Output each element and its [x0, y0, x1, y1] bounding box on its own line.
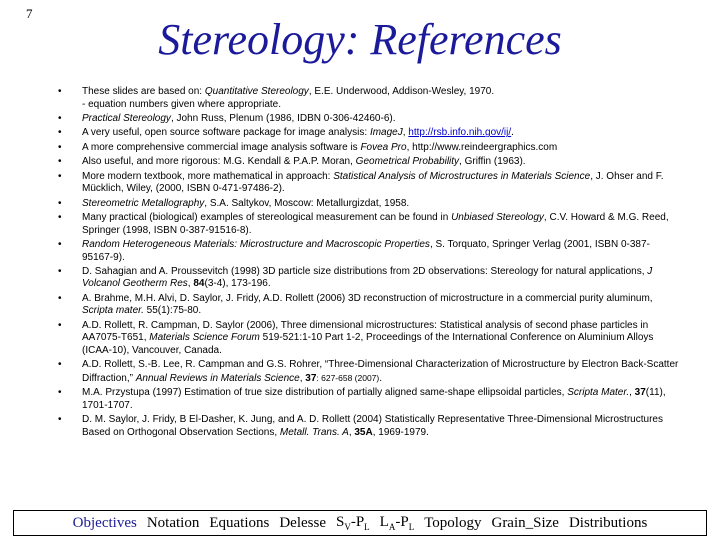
ref-note: - equation numbers given where appropriate.	[82, 98, 282, 110]
reference-list	[58, 86, 680, 441]
ref-book-title: Practical Stereology	[82, 112, 171, 124]
ref-book-title: Stereometric Metallography	[82, 197, 205, 209]
ref-software-name: ImageJ	[369, 127, 403, 139]
list-item	[58, 414, 680, 439]
nav-link-la-pl[interactable]	[380, 514, 415, 532]
ref-text: , 1969-1979.	[372, 427, 429, 438]
ref-volume: 35A	[354, 427, 373, 438]
ref-text: A. Brahme, M.H. Alvi, D. Saylor, J. Fridy, A.D. Rollett (2006) 3D reconstruction of microstructure in a commercial purity aluminum,	[82, 292, 653, 304]
ref-book-title: Statistical Analysis of Microstructures in Materials Science	[333, 170, 591, 182]
imagej-link[interactable]: http://rsb.info.nih.gov/ij/	[408, 127, 512, 139]
ref-text: More modern textbook, more mathematical in approach:	[82, 170, 334, 182]
nav-subscript: A	[388, 522, 396, 532]
ref-text: , J. Ohser and F. Mücklich, Wiley, (2000, ISBN 0-471-97486-2).	[82, 170, 664, 195]
nav-link-grain-size[interactable]: Grain_Size	[491, 514, 559, 531]
nav-text: S	[335, 514, 345, 530]
list-item	[58, 127, 680, 140]
ref-text: A more comprehensive commercial image analysis software is	[82, 141, 361, 153]
ref-book-title: Random Heterogeneous Materials: Microstructure and Macroscopic Properties	[82, 238, 430, 250]
list-item	[58, 239, 680, 264]
nav-text: L	[379, 514, 389, 530]
nav-link-notation[interactable]: Notation	[146, 514, 200, 531]
ref-text: 55(1):75-80.	[143, 305, 202, 317]
ref-text: , S. Torquato, Springer Verlag (2001, ISBN 0-387-95167-9).	[82, 238, 650, 263]
nav-link-topology[interactable]: Topology	[424, 514, 482, 531]
nav-text: -P	[395, 514, 409, 530]
slide-title: Stereology: References	[158, 15, 562, 64]
ref-text: 519-521:1-10 Part 1-2, Proceedings of the International Conference on Aluminium Alloys (ICAA-10), Vancouver, Canada.	[82, 332, 654, 357]
nav-link-delesse[interactable]: Delesse	[279, 514, 326, 531]
ref-text: ,	[348, 427, 355, 438]
ref-text: , Griffin (1963).	[459, 156, 526, 168]
list-item	[58, 212, 680, 237]
list-item	[58, 266, 680, 291]
list-item	[58, 293, 680, 318]
list-item	[58, 359, 680, 385]
ref-text: (11), 1701-1707.	[82, 387, 666, 412]
ref-text: (3-4), 173-196.	[204, 278, 271, 290]
ref-text: .	[511, 127, 514, 139]
nav-link-sv-pl[interactable]	[336, 514, 370, 532]
ref-text: , E.E. Underwood, Addison-Wesley, 1970.	[308, 86, 495, 97]
ref-text: ,	[402, 127, 409, 139]
ref-text: ,	[187, 278, 194, 290]
ref-text: A.D. Rollett, S.-B. Lee, R. Campman and G.S. Rohrer, “Three-Dimensional Characterization of Microstructure by Electron Back-Scatter Diffraction,”	[82, 359, 679, 385]
ref-journal: Metall. Trans. A	[279, 427, 349, 438]
ref-text: Also useful, and more rigorous: M.G. Kendall & P.A.P. Moran,	[82, 156, 356, 168]
ref-volume: 37	[305, 373, 317, 385]
nav-link-objectives[interactable]: Objectives	[72, 514, 137, 531]
list-item	[58, 198, 680, 211]
nav-link-equations[interactable]: Equations	[209, 514, 270, 531]
ref-journal: J Volcanol Geotherm Res	[82, 265, 653, 290]
ref-text: A.D. Rollett, R. Campman, D. Saylor (2006), Three dimensional microstructures: Statistical analysis of second phase particles in AA7075-T651,	[82, 319, 649, 344]
ref-text: A very useful, open source software package for image analysis:	[82, 127, 370, 139]
ref-text: M.A. Przystupa (1997) Estimation of true size distribution of partially aligned same-shape ellipsoidal particles,	[82, 387, 568, 399]
nav-text: -P	[350, 514, 365, 530]
list-item	[58, 113, 680, 126]
ref-text: , C.V. Howard & M.G. Reed, Springer (1998, ISBN 0-387-91516-8).	[82, 211, 669, 236]
ref-journal: Materials Science Forum	[149, 332, 260, 344]
list-item	[58, 320, 680, 358]
ref-software-name: Fovea Pro	[360, 141, 407, 153]
list-item	[58, 156, 680, 169]
list-item	[58, 387, 680, 412]
ref-text: D. Sahagian and A. Proussevitch (1998) 3D particle size distributions from 2D observations: Stereology for natural applications,	[82, 265, 648, 277]
ref-pages: : 627-658 (2007)	[316, 373, 380, 384]
ref-text: ,	[299, 373, 306, 385]
list-item	[58, 171, 680, 196]
ref-text: , S.A. Saltykov, Moscow: Metallurgizdat, 1958.	[204, 197, 410, 209]
ref-text: These slides are based on:	[82, 86, 205, 97]
ref-volume: 37	[634, 387, 646, 399]
ref-journal: Annual Reviews in Materials Science	[135, 373, 300, 385]
nav-subscript: L	[364, 522, 370, 532]
ref-journal: Scripta Mater.	[567, 387, 630, 399]
slide-number: 7	[26, 6, 33, 21]
nav-link-distributions[interactable]: Distributions	[568, 514, 648, 531]
ref-volume: 84	[193, 278, 205, 290]
nav-subscript: V	[344, 522, 351, 532]
list-item	[58, 142, 680, 155]
ref-journal: Scripta mater.	[82, 305, 144, 317]
ref-text: ,	[629, 387, 635, 399]
navigation-bar	[13, 510, 707, 536]
ref-text: D. M. Saylor, J. Fridy, B El-Dasher, K. Jung, and A. D. Rollett (2004) Statistically Representative Three-Dimensional Microstructures Based on Orthogonal Observation Sections,	[82, 414, 663, 438]
nav-subscript: L	[408, 522, 415, 532]
ref-book-title: Quantitative Stereology	[204, 86, 309, 97]
ref-book-title: Unbiased Stereology	[451, 211, 544, 223]
ref-text: , John Russ, Plenum (1986, IDBN 0-306-42460-6).	[170, 112, 396, 124]
ref-text: .	[379, 373, 383, 385]
list-item	[58, 86, 680, 111]
ref-text: Many practical (biological) examples of stereological measurement can be found in	[82, 211, 452, 223]
ref-book-title: Geometrical Probability	[355, 156, 460, 168]
ref-text: , http://www.reindeergraphics.com	[406, 141, 558, 153]
